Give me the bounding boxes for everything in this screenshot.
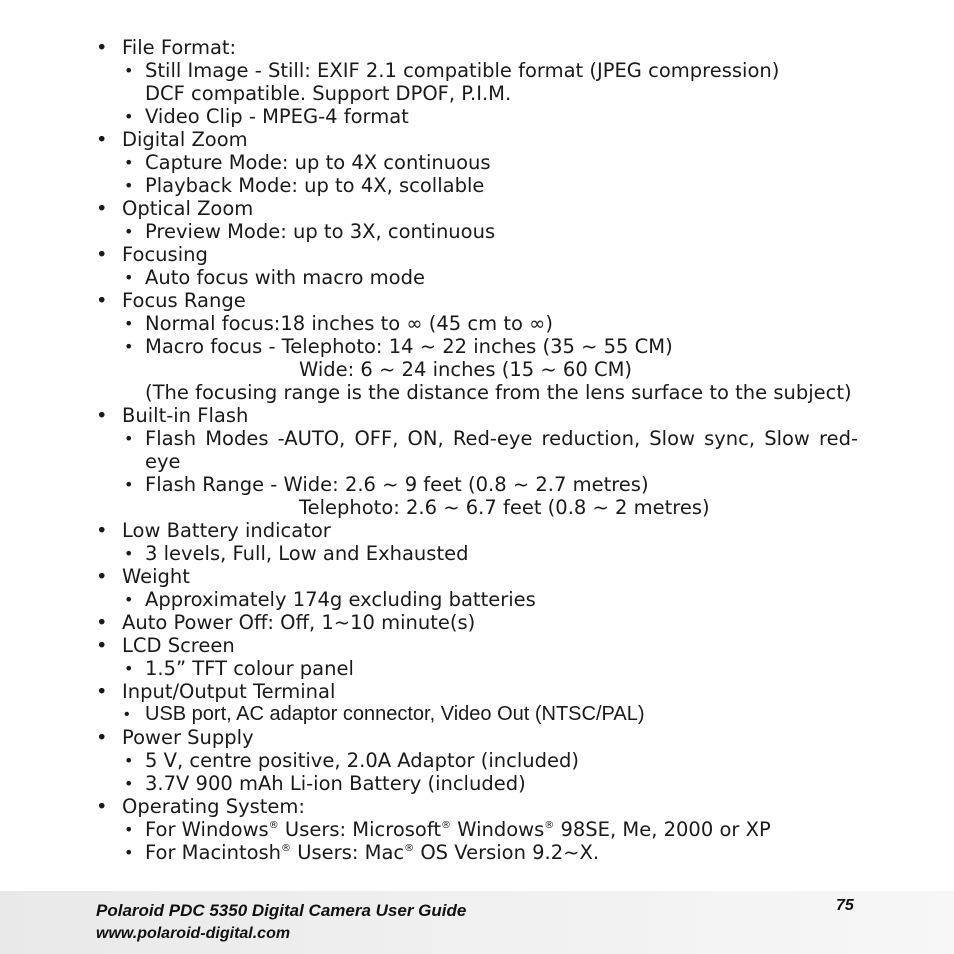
spec-digital-zoom <box>96 128 858 151</box>
bullet: • <box>96 634 108 657</box>
bullet: • <box>96 36 108 59</box>
spec-item <box>96 151 858 174</box>
spec-text: 1.5” TFT colour panel <box>145 657 354 680</box>
bullet: • <box>96 726 108 749</box>
spec-title: Weight <box>122 565 190 588</box>
spec-title: Input/Output Terminal <box>122 680 336 703</box>
spec-text: 3 levels, Full, Low and Exhausted <box>145 542 469 565</box>
spec-item-continuation <box>96 496 858 519</box>
spec-weight <box>96 565 858 588</box>
spec-title: Power Supply <box>122 726 254 749</box>
spec-item <box>96 542 858 565</box>
spec-text: 98SE, Me, 2000 or XP <box>554 818 771 841</box>
bullet: • <box>124 774 134 793</box>
spec-text: Video Clip - MPEG-4 format <box>145 105 409 128</box>
bullet: • <box>124 590 134 609</box>
spec-text: Normal focus:18 inches to ∞ (45 cm to ∞) <box>145 312 553 335</box>
spec-text: Approximately 174g excluding batteries <box>145 588 536 611</box>
spec-item-windows <box>96 818 858 841</box>
spec-text: Windows <box>451 818 545 841</box>
spec-title: Focusing <box>122 243 208 266</box>
spec-title: File Format: <box>122 36 237 59</box>
spec-item-continuation <box>96 358 858 381</box>
bullet: • <box>124 61 134 80</box>
bullet: • <box>124 706 130 723</box>
spec-text: Auto focus with macro mode <box>145 266 425 289</box>
page-footer <box>0 891 954 954</box>
spec-item <box>96 749 858 772</box>
bullet: • <box>124 337 134 356</box>
bullet: • <box>124 107 134 126</box>
spec-list <box>96 36 858 864</box>
spec-flash <box>96 404 858 427</box>
spec-item <box>96 772 858 795</box>
registered-mark: ® <box>404 843 415 854</box>
spec-power <box>96 726 858 749</box>
spec-item <box>96 59 858 82</box>
spec-text: OS Version 9.2~X. <box>414 841 600 864</box>
spec-auto-power-off <box>96 611 858 634</box>
spec-text: Playback Mode: up to 4X, scollable <box>145 174 485 197</box>
spec-item <box>96 427 858 473</box>
spec-text: 5 V, centre positive, 2.0A Adaptor (included) <box>145 749 580 772</box>
spec-text: DCF compatible. Support DPOF, P.I.M. <box>145 82 512 105</box>
bullet: • <box>96 197 108 220</box>
spec-item <box>96 335 858 358</box>
spec-note: (The focusing range is the distance from the lens surface to the subject) <box>145 381 852 404</box>
spec-text: USB port, AC adaptor connector, Video Out (NTSC/PAL) <box>145 703 645 725</box>
spec-lcd <box>96 634 858 657</box>
spec-title: Focus Range <box>122 289 246 312</box>
bullet: • <box>96 243 108 266</box>
bullet: • <box>124 475 134 494</box>
spec-item <box>96 657 858 680</box>
spec-item <box>96 266 858 289</box>
spec-text: Wide: 6 ~ 24 inches (15 ~ 60 CM) <box>299 358 632 381</box>
bullet: • <box>96 128 108 151</box>
spec-title: LCD Screen <box>122 634 235 657</box>
spec-item-mac <box>96 841 858 864</box>
spec-title: Auto Power Off: Off, 1~10 minute(s) <box>122 611 476 634</box>
spec-item <box>96 312 858 335</box>
spec-item <box>96 473 858 496</box>
bullet: • <box>96 404 108 427</box>
spec-text: Macro focus - Telephoto: 14 ~ 22 inches (35 ~ 55 CM) <box>145 335 673 358</box>
bullet: • <box>124 222 134 241</box>
spec-text: Preview Mode: up to 3X, continuous <box>145 220 496 243</box>
bullet: • <box>96 611 108 634</box>
spec-title: Built-in Flash <box>122 404 249 427</box>
bullet: • <box>124 176 134 195</box>
spec-title: Operating System: <box>122 795 305 818</box>
registered-mark: ® <box>441 820 452 831</box>
spec-focusing <box>96 243 858 266</box>
spec-title: Digital Zoom <box>122 128 248 151</box>
spec-item <box>96 703 858 726</box>
spec-text: Flash Modes -AUTO, OFF, ON, Red-eye reduction, Slow sync, Slow red-eye <box>145 427 858 473</box>
spec-text: Telephoto: 2.6 ~ 6.7 feet (0.8 ~ 2 metres) <box>299 496 710 519</box>
bullet: • <box>124 843 134 862</box>
spec-text: Still Image - Still: EXIF 2.1 compatible format (JPEG compression) <box>145 59 780 82</box>
spec-battery-indicator <box>96 519 858 542</box>
registered-mark: ® <box>268 820 279 831</box>
bullet: • <box>124 820 134 839</box>
spec-title: Low Battery indicator <box>122 519 331 542</box>
spec-text: 3.7V 900 mAh Li-ion Battery (included) <box>145 772 526 795</box>
spec-text: For Macintosh <box>145 841 282 864</box>
spec-item <box>96 220 858 243</box>
bullet: • <box>124 153 134 172</box>
spec-focus-range <box>96 289 858 312</box>
spec-title: Optical Zoom <box>122 197 254 220</box>
registered-mark: ® <box>281 843 292 854</box>
bullet: • <box>124 314 134 333</box>
bullet: • <box>96 795 108 818</box>
registered-mark: ® <box>544 820 555 831</box>
footer-url: www.polaroid-digital.com <box>96 925 291 942</box>
bullet: • <box>124 659 134 678</box>
bullet: • <box>124 268 134 287</box>
spec-optical-zoom <box>96 197 858 220</box>
spec-text: Capture Mode: up to 4X continuous <box>145 151 491 174</box>
spec-file-format <box>96 36 858 59</box>
bullet: • <box>96 289 108 312</box>
footer-title: Polaroid PDC 5350 Digital Camera User Guide <box>96 901 467 920</box>
spec-text: Users: Microsoft <box>278 818 442 841</box>
bullet: • <box>96 680 108 703</box>
spec-text: Users: Mac <box>291 841 405 864</box>
bullet: • <box>96 565 108 588</box>
page-number: 75 <box>836 897 854 914</box>
spec-os <box>96 795 858 818</box>
spec-item <box>96 174 858 197</box>
spec-text: Flash Range - Wide: 2.6 ~ 9 feet (0.8 ~ 2.7 metres) <box>145 473 649 496</box>
bullet: • <box>96 519 108 542</box>
spec-item <box>96 105 858 128</box>
bullet: • <box>124 751 134 770</box>
spec-text: For Windows <box>145 818 269 841</box>
bullet: • <box>124 429 134 448</box>
spec-item <box>96 588 858 611</box>
bullet: • <box>124 544 134 563</box>
spec-item-continuation <box>96 82 858 105</box>
spec-io <box>96 680 858 703</box>
